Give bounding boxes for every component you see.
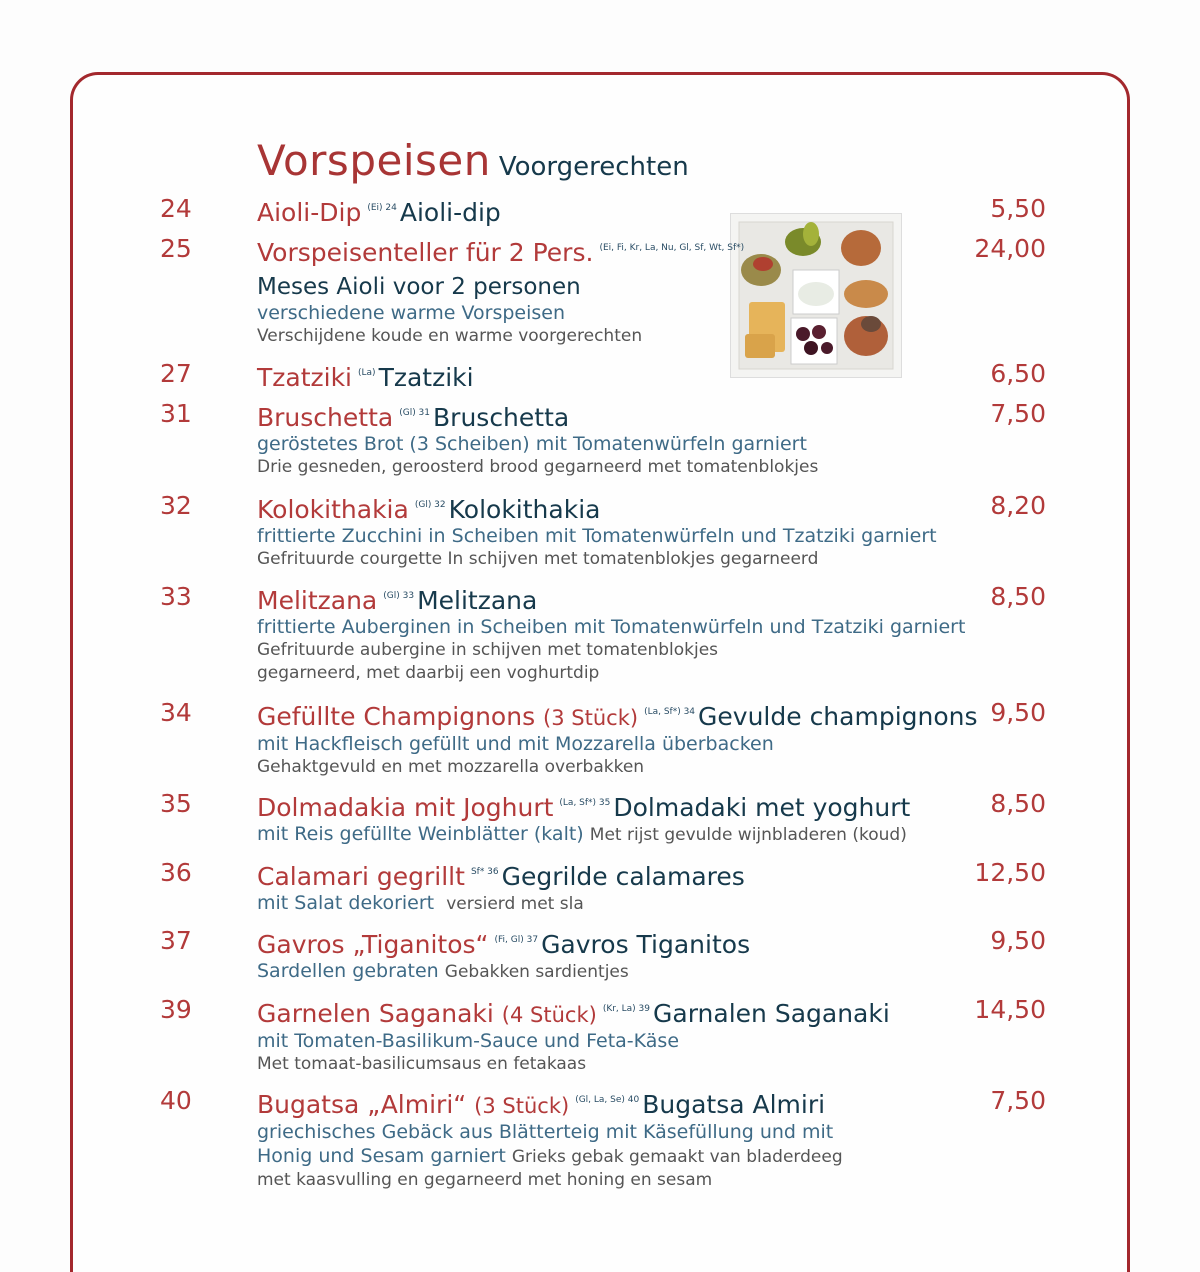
item-title-dutch: Dolmadaki met yoghurt bbox=[613, 793, 911, 822]
item-title: Garnelen Saganaki bbox=[257, 999, 494, 1028]
allergen-codes: (Gl) 31 bbox=[399, 408, 431, 418]
appetizer-platter-photo bbox=[730, 213, 902, 378]
allergen-codes: (Gl) 33 bbox=[383, 591, 415, 601]
item-title-dutch: Bruschetta bbox=[433, 403, 570, 432]
item-price: 24,00 bbox=[974, 234, 1046, 263]
item-title: Tzatziki bbox=[257, 363, 353, 392]
item-title: Gefüllte Champignons bbox=[257, 702, 536, 731]
allergen-codes: (Gl) 32 bbox=[414, 500, 446, 510]
item-description: mit Salat dekoriert bbox=[257, 892, 435, 914]
item-title: Vorspeisenteller für 2 Pers. bbox=[257, 238, 594, 267]
item-description-dutch: Drie gesneden, geroosterd brood gegarneerd met tomatenblokjes bbox=[257, 457, 819, 477]
item-number: 34 bbox=[160, 698, 192, 727]
item-description: griechisches Gebäck aus Blätterteig mit Käsefüllung und mit bbox=[257, 1121, 834, 1143]
item-number: 24 bbox=[160, 194, 192, 223]
item-description-continued: Honig und Sesam garniert bbox=[257, 1145, 506, 1167]
item-price: 14,50 bbox=[974, 995, 1046, 1024]
item-price: 5,50 bbox=[990, 194, 1046, 223]
item-title: Melitzana bbox=[257, 586, 378, 615]
item-title-dutch: Gevulde champignons bbox=[698, 702, 978, 731]
item-description: mit Hackfleisch gefüllt und mit Mozzarella überbacken bbox=[257, 733, 774, 755]
item-description: geröstetes Brot (3 Scheiben) mit Tomatenwürfeln garniert bbox=[257, 433, 807, 455]
item-subtitle-dutch: Meses Aioli voor 2 personen bbox=[257, 274, 581, 300]
item-number: 37 bbox=[160, 926, 192, 955]
item-description-dutch: Met tomaat-basilicumsaus en fetakaas bbox=[257, 1054, 587, 1074]
item-number: 39 bbox=[160, 995, 192, 1024]
item-description-dutch-continued: gegarneerd, met daarbij een voghurtdip bbox=[257, 663, 600, 683]
item-description-dutch: versierd met sla bbox=[446, 894, 584, 914]
item-price: 12,50 bbox=[974, 858, 1046, 887]
item-title-dutch: Melitzana bbox=[417, 586, 538, 615]
item-number: 32 bbox=[160, 491, 192, 520]
item-description: frittierte Auberginen in Scheiben mit Tomatenwürfeln und Tzatziki garniert bbox=[257, 616, 966, 638]
item-quantity: (3 Stück) bbox=[543, 706, 639, 730]
item-title-dutch: Tzatziki bbox=[378, 363, 474, 392]
item-quantity: (3 Stück) bbox=[474, 1094, 570, 1118]
section-heading bbox=[257, 136, 689, 185]
item-description-dutch: Grieks gebak gemaakt van bladerdeeg bbox=[511, 1147, 843, 1167]
allergen-codes: (La) bbox=[358, 368, 376, 378]
item-title: Calamari gegrillt bbox=[257, 862, 465, 891]
item-description-dutch: Gefrituurde aubergine in schijven met tomatenblokjes bbox=[257, 640, 719, 660]
allergen-codes: (Ei) 24 bbox=[367, 203, 397, 213]
item-price: 9,50 bbox=[990, 698, 1046, 727]
item-title: Aioli-Dip bbox=[257, 198, 362, 227]
item-number: 27 bbox=[160, 359, 192, 388]
item-price: 9,50 bbox=[990, 926, 1046, 955]
item-number: 40 bbox=[160, 1086, 192, 1115]
allergen-codes: (Gl, La, Se) 40 bbox=[575, 1095, 640, 1105]
item-price: 6,50 bbox=[990, 359, 1046, 388]
item-description-dutch: Gebakken sardientjes bbox=[444, 962, 629, 982]
item-description: verschiedene warme Vorspeisen bbox=[257, 302, 566, 324]
item-title: Kolokithakia bbox=[257, 495, 409, 524]
item-price: 7,50 bbox=[990, 399, 1046, 428]
item-title: Bruschetta bbox=[257, 403, 394, 432]
item-description: mit Reis gefüllte Weinblätter (kalt) bbox=[257, 823, 584, 845]
item-number: 33 bbox=[160, 582, 192, 611]
item-description: frittierte Zucchini in Scheiben mit Tomatenwürfeln und Tzatziki garniert bbox=[257, 525, 937, 547]
item-title: Dolmadakia mit Joghurt bbox=[257, 793, 554, 822]
item-quantity: (4 Stück) bbox=[501, 1003, 597, 1027]
allergen-codes: Sf* 36 bbox=[470, 867, 499, 877]
item-title-dutch: Bugatsa Almiri bbox=[642, 1090, 826, 1119]
item-description: Sardellen gebraten bbox=[257, 960, 439, 982]
allergen-codes: (La, Sf*) 34 bbox=[644, 707, 696, 717]
item-description-dutch-continued: met kaasvulling en gegarneerd met honing en sesam bbox=[257, 1170, 713, 1190]
item-title-dutch: Aioli-dip bbox=[399, 198, 501, 227]
item-description-dutch: Gehaktgevuld en met mozzarella overbakken bbox=[257, 757, 645, 777]
item-description-dutch: Verschijdene koude en warme voorgerechten bbox=[257, 326, 643, 346]
heading-dutch: Voorgerechten bbox=[498, 152, 689, 182]
item-title-dutch: Gegrilde calamares bbox=[501, 862, 745, 891]
item-title: Gavros „Tiganitos“ bbox=[257, 930, 489, 959]
item-title-dutch: Gavros Tiganitos bbox=[541, 930, 751, 959]
item-number: 31 bbox=[160, 399, 192, 428]
item-number: 25 bbox=[160, 234, 192, 263]
item-description: mit Tomaten-Basilikum-Sauce und Feta-Käse bbox=[257, 1030, 680, 1052]
item-price: 8,20 bbox=[990, 491, 1046, 520]
item-price: 8,50 bbox=[990, 789, 1046, 818]
item-title-dutch: Garnalen Saganaki bbox=[653, 999, 890, 1028]
item-title: Bugatsa „Almiri“ bbox=[257, 1090, 467, 1119]
item-title-dutch: Kolokithakia bbox=[448, 495, 601, 524]
item-price: 8,50 bbox=[990, 582, 1046, 611]
allergen-codes: (La, Sf*) 35 bbox=[559, 798, 611, 808]
item-number: 36 bbox=[160, 858, 192, 887]
item-price: 7,50 bbox=[990, 1086, 1046, 1115]
item-number: 35 bbox=[160, 789, 192, 818]
heading-german: Vorspeisen bbox=[257, 136, 491, 185]
item-description-dutch: Met rijst gevulde wijnbladeren (koud) bbox=[589, 825, 907, 845]
item-description-dutch: Gefrituurde courgette In schijven met tomatenblokjes gegarneerd bbox=[257, 549, 819, 569]
allergen-codes: (Ei, Fi, Kr, La, Nu, Gl, Sf, Wt, Sf*) bbox=[599, 243, 745, 253]
allergen-codes: (Fi, Gl) 37 bbox=[494, 935, 539, 945]
allergen-codes: (Kr, La) 39 bbox=[602, 1004, 651, 1014]
